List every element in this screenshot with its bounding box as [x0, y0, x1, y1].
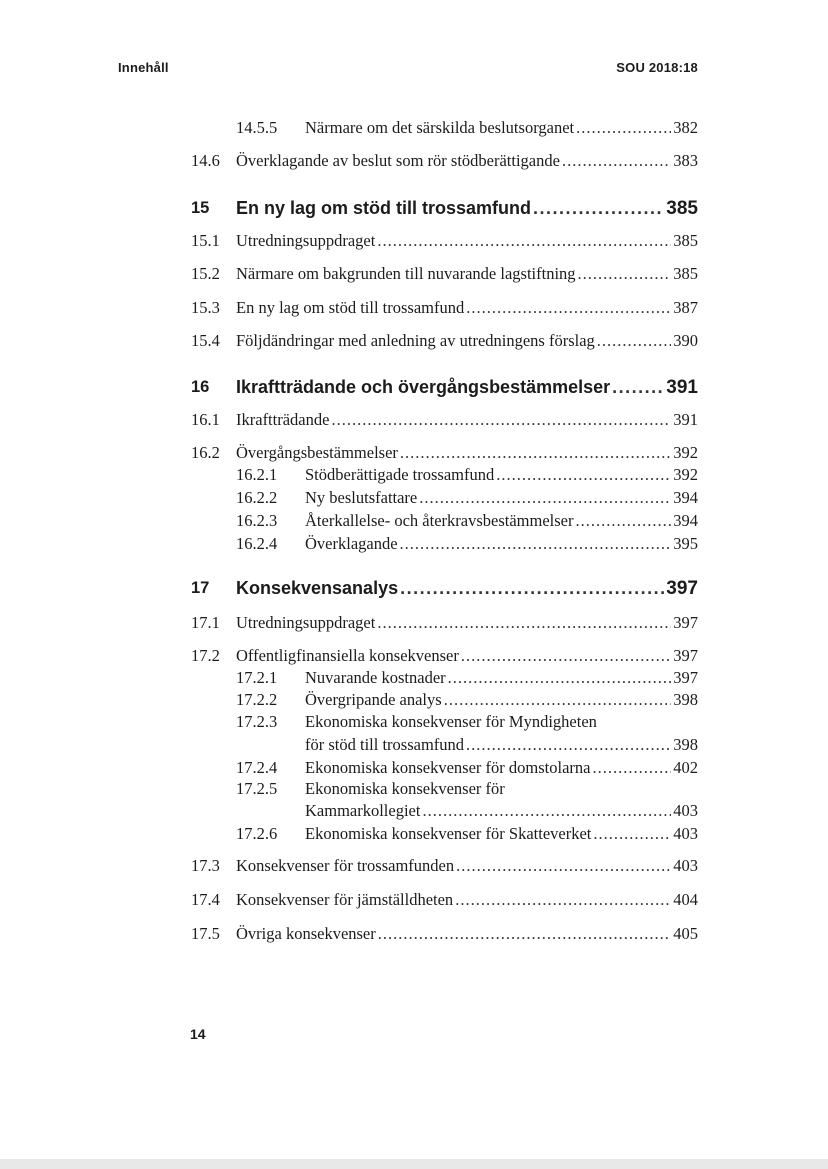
- toc-title: Utredningsuppdraget: [236, 231, 376, 250]
- toc-title: Närmare om bakgrunden till nuvarande lagstiftning: [236, 264, 576, 283]
- toc-page: 392: [673, 443, 698, 462]
- toc-number: 17.2.3: [236, 712, 278, 731]
- toc-page: 382: [673, 118, 698, 137]
- toc-page: 398: [673, 735, 698, 754]
- toc-number: 17.2.2: [236, 690, 278, 709]
- dot-leader: [612, 376, 664, 398]
- dot-leader: [496, 464, 671, 486]
- running-head-report-id: SOU 2018:18: [616, 60, 698, 75]
- toc-page: 404: [673, 890, 698, 909]
- toc-page: 403: [673, 824, 698, 843]
- toc-title: Övriga konsekvenser: [236, 924, 376, 943]
- toc-number: 16.2.4: [236, 534, 278, 553]
- dot-leader: [444, 689, 672, 711]
- chapter-page: 385: [666, 198, 698, 219]
- toc-entry-17-2-1[interactable]: [305, 667, 698, 689]
- toc-title: Utredningsuppdraget: [236, 613, 376, 632]
- dot-leader: [422, 800, 671, 822]
- toc-entry-17-2-4[interactable]: [305, 757, 698, 779]
- toc-number: 15.1: [191, 231, 220, 250]
- toc-entry-15-2[interactable]: [236, 263, 698, 285]
- toc-entry-17-4[interactable]: [236, 889, 698, 911]
- toc-chapter-15[interactable]: [236, 197, 698, 220]
- toc-number: 16.2.2: [236, 488, 278, 507]
- toc-chapter-16[interactable]: [236, 376, 698, 399]
- dot-leader: [461, 645, 671, 667]
- chapter-title: Ikraftträdande och övergångsbestämmelser: [236, 377, 611, 397]
- toc-title: Ekonomiska konsekvenser för domstolarna: [305, 758, 591, 777]
- toc-chapter-17[interactable]: [236, 577, 698, 600]
- page-number: 14: [190, 1026, 206, 1042]
- dot-leader: [575, 510, 671, 532]
- toc-title: Nuvarande kostnader: [305, 668, 446, 687]
- dot-leader: [377, 230, 671, 252]
- chapter-number: 16: [191, 378, 210, 396]
- toc-page: 387: [673, 298, 698, 317]
- chapter-number: 17: [191, 579, 210, 597]
- dot-leader: [592, 757, 671, 779]
- scan-edge: [0, 1159, 828, 1169]
- dot-leader: [593, 823, 671, 845]
- toc-number: 17.2.5: [236, 779, 278, 798]
- toc-title-line-2: för stöd till trossamfund: [305, 735, 465, 754]
- toc-page: 397: [673, 613, 698, 632]
- toc-title: Överklagande: [305, 534, 398, 553]
- toc-title: Ny beslutsfattare: [305, 488, 418, 507]
- toc-entry-17-1[interactable]: [236, 612, 698, 634]
- toc-entry-17-5[interactable]: [236, 923, 698, 945]
- dot-leader: [448, 667, 672, 689]
- toc-entry-16-2-3[interactable]: [305, 510, 698, 532]
- dot-leader: [331, 409, 671, 431]
- toc-entry-17-2[interactable]: [236, 645, 698, 667]
- toc-number: 16.2.1: [236, 465, 278, 484]
- toc-page: 397: [673, 668, 698, 687]
- toc-title: Ikraftträdande: [236, 410, 330, 429]
- toc-page: 397: [673, 646, 698, 665]
- toc-page: 394: [673, 511, 698, 530]
- toc-entry-15-1[interactable]: [236, 230, 698, 252]
- toc-title: Konsekvenser för jämställdheten: [236, 890, 454, 909]
- dot-leader: [562, 150, 671, 172]
- toc-title: Återkallelse- och återkravsbestämmelser: [305, 511, 574, 530]
- dot-leader: [533, 197, 664, 219]
- chapter-title: Konsekvensanalys: [236, 578, 399, 598]
- toc-entry-14-5-5[interactable]: [305, 117, 698, 139]
- toc-number: 14.5.5: [236, 118, 278, 137]
- running-head-section: Innehåll: [118, 60, 169, 75]
- dot-leader: [456, 855, 671, 877]
- toc-entry-17-3[interactable]: [236, 855, 698, 877]
- toc-number: 15.3: [191, 298, 220, 317]
- dot-leader: [419, 487, 671, 509]
- dot-leader: [578, 263, 672, 285]
- toc-number: 17.5: [191, 924, 220, 943]
- toc-title: Följdändringar med anledning av utredningens förslag: [236, 331, 595, 350]
- toc-entry-16-2[interactable]: [236, 442, 698, 464]
- dot-leader: [466, 734, 671, 756]
- toc-title: Ekonomiska konsekvenser för Skatteverket: [305, 824, 592, 843]
- toc-page: 402: [673, 758, 698, 777]
- toc-page: 395: [673, 534, 698, 553]
- toc-entry-17-2-5[interactable]: [305, 800, 698, 822]
- toc-title: Stödberättigade trossamfund: [305, 465, 495, 484]
- toc-number: 17.4: [191, 890, 220, 909]
- toc-title-line-2: Kammarkollegiet: [305, 801, 421, 820]
- dot-leader: [400, 577, 664, 599]
- toc-title-line-1[interactable]: Ekonomiska konsekvenser för Myndigheten: [305, 712, 597, 731]
- toc-number: 17.2.1: [236, 668, 278, 687]
- toc-number: 14.6: [191, 151, 220, 170]
- toc-number: 17.3: [191, 856, 220, 875]
- toc-entry-16-1[interactable]: [236, 409, 698, 431]
- toc-page: 390: [673, 331, 698, 350]
- toc-number: 16.2: [191, 443, 220, 462]
- dot-leader: [455, 889, 671, 911]
- toc-page: 403: [673, 856, 698, 875]
- toc-number: 17.2.4: [236, 758, 278, 777]
- toc-page: 394: [673, 488, 698, 507]
- toc-number: 16.2.3: [236, 511, 278, 530]
- toc-entry-15-3[interactable]: [236, 297, 698, 319]
- dot-leader: [400, 533, 672, 555]
- toc-entry-16-2-2[interactable]: [305, 487, 698, 509]
- toc-page: 403: [673, 801, 698, 820]
- chapter-page: 391: [666, 377, 698, 398]
- toc-entry-15-4[interactable]: [236, 330, 698, 352]
- toc-entry-16-2-4[interactable]: [305, 533, 698, 555]
- toc-title: Överklagande av beslut som rör stödberättigande: [236, 151, 560, 170]
- toc-page: 398: [673, 690, 698, 709]
- toc-number: 17.2: [191, 646, 220, 665]
- toc-page: 383: [673, 151, 698, 170]
- dot-leader: [400, 442, 671, 464]
- toc-title: Övergripande analys: [305, 690, 442, 709]
- toc-title: Konsekvenser för trossamfunden: [236, 856, 455, 875]
- dot-leader: [576, 117, 671, 139]
- dot-leader: [377, 612, 671, 634]
- toc-page: 405: [673, 924, 698, 943]
- dot-leader: [466, 297, 671, 319]
- toc-number: 16.1: [191, 410, 220, 429]
- toc-page: 385: [673, 264, 698, 283]
- toc-page: 391: [673, 410, 698, 429]
- toc-title-line-1[interactable]: Ekonomiska konsekvenser för: [305, 779, 505, 798]
- toc-number: 15.4: [191, 331, 220, 350]
- toc-entry-17-2-6[interactable]: [305, 823, 698, 845]
- toc-title: En ny lag om stöd till trossamfund: [236, 298, 465, 317]
- toc-number: 17.1: [191, 613, 220, 632]
- toc-entry-16-2-1[interactable]: [305, 464, 698, 486]
- dot-leader: [597, 330, 671, 352]
- toc-title: Övergångsbestämmelser: [236, 443, 398, 462]
- toc-entry-17-2-3[interactable]: [305, 734, 698, 756]
- toc-entry-14-6[interactable]: [236, 150, 698, 172]
- toc-number: 15.2: [191, 264, 220, 283]
- dot-leader: [378, 923, 671, 945]
- chapter-number: 15: [191, 199, 210, 217]
- chapter-title: En ny lag om stöd till trossamfund: [236, 198, 532, 218]
- chapter-page: 397: [666, 578, 698, 599]
- toc-title: Närmare om det särskilda beslutsorganet: [305, 118, 575, 137]
- toc-entry-17-2-2[interactable]: [305, 689, 698, 711]
- toc-page: 392: [673, 465, 698, 484]
- toc-page: 385: [673, 231, 698, 250]
- toc-number: 17.2.6: [236, 824, 278, 843]
- toc-title: Offentligfinansiella konsekvenser: [236, 646, 459, 665]
